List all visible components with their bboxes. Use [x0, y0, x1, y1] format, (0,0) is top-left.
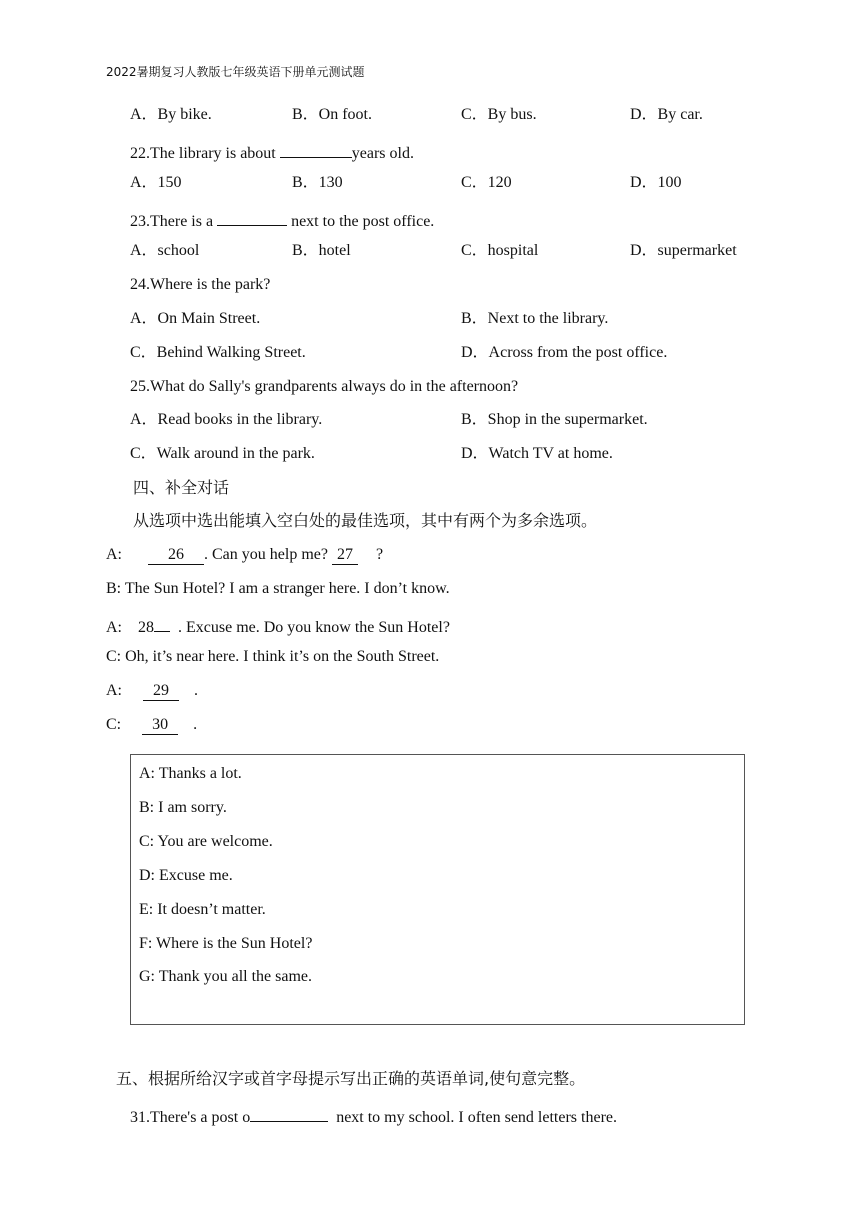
q31-stem-end: next to my school. I often send letters there.	[332, 1109, 617, 1126]
section-4-title: 四、补全对话	[133, 478, 230, 497]
q25-option-d: D．Watch TV at home.	[461, 445, 613, 462]
q23-option-a: A．school	[130, 242, 200, 259]
q22-stem-start: 22.The library is about	[130, 145, 280, 162]
blank-26: 26	[148, 546, 204, 565]
q24-stem: 24.Where is the park?	[130, 276, 271, 293]
q23-option-d: D．supermarket	[630, 242, 737, 259]
q22-option-b: B．130	[292, 174, 343, 191]
q22-stem	[130, 139, 414, 164]
dialogue-line-6	[106, 715, 197, 735]
option-item: C: You are welcome.	[139, 833, 273, 850]
dialogue-text: . Can you help me?	[204, 546, 328, 563]
section-4-instruction: 从选项中选出能填入空白处的最佳选项，其中有两个为多余选项。	[133, 511, 598, 530]
dialogue-line-5	[106, 681, 198, 701]
q31-blank	[250, 1103, 328, 1122]
period: .	[193, 716, 198, 733]
q22-option-a: A．150	[130, 174, 182, 191]
speaker-label: A:	[106, 546, 122, 563]
q25-option-a: A．Read books in the library.	[130, 411, 323, 428]
q23-stem-end: next to the post office.	[287, 213, 435, 230]
q23-option-b: B．hotel	[292, 242, 351, 259]
blank-29: 29	[143, 682, 179, 701]
dialogue-line-1	[106, 545, 383, 565]
q21-option-c: C．By bus.	[461, 106, 537, 123]
option-item: E: It doesn’t matter.	[139, 901, 266, 918]
blank-28-number: 28	[138, 619, 154, 636]
dialogue-text: . Excuse me. Do you know the Sun Hotel?	[178, 619, 450, 636]
dialogue-line-2: B: The Sun Hotel? I am a stranger here. I don’t know.	[106, 580, 450, 597]
speaker-label: A:	[106, 619, 122, 636]
q31-stem	[130, 1103, 617, 1128]
q23-stem-start: 23.There is a	[130, 213, 218, 230]
q21-option-d: D．By car.	[630, 106, 703, 123]
option-item: G: Thank you all the same.	[139, 968, 312, 985]
blank-27: 27	[332, 546, 358, 565]
q22-stem-end: years old.	[351, 145, 414, 162]
q24-option-d: D．Across from the post office.	[461, 344, 668, 361]
option-item: B: I am sorry.	[139, 799, 227, 816]
q25-option-c: C．Walk around in the park.	[130, 445, 315, 462]
q22-option-c: C．120	[461, 174, 512, 191]
page-header: 2022暑期复习人教版七年级英语下册单元测试题	[106, 65, 365, 79]
q23-stem	[130, 207, 434, 232]
period: .	[194, 682, 198, 699]
q21-option-a: A．By bike.	[130, 106, 212, 123]
option-item: A: Thanks a lot.	[139, 765, 242, 782]
section-5-title: 五、根据所给汉字或首字母提示写出正确的英语单词,使句意完整。	[116, 1069, 586, 1088]
question-mark: ?	[375, 546, 384, 563]
q24-option-c: C．Behind Walking Street.	[130, 344, 306, 361]
dialogue-line-3	[106, 613, 450, 638]
q23-option-c: C．hospital	[461, 242, 539, 259]
q22-blank	[280, 139, 352, 158]
option-item: F: Where is the Sun Hotel?	[139, 935, 313, 952]
q25-stem: 25.What do Sally's grandparents always do in the afternoon?	[130, 378, 519, 395]
q23-blank	[217, 207, 287, 226]
blank-28	[154, 613, 170, 632]
blank-30: 30	[142, 716, 178, 735]
speaker-label: A:	[106, 682, 122, 699]
q22-option-d: D．100	[630, 174, 682, 191]
q25-option-b: B．Shop in the supermarket.	[461, 411, 648, 428]
option-item: D: Excuse me.	[139, 867, 233, 884]
q24-option-a: A．On Main Street.	[130, 310, 261, 327]
options-box	[130, 754, 745, 1025]
dialogue-line-4: C: Oh, it’s near here. I think it’s on the South Street.	[106, 648, 440, 665]
q21-option-b: B．On foot.	[292, 106, 373, 123]
speaker-label: C:	[106, 716, 122, 733]
q31-stem-start: 31.There's a post o	[130, 1109, 251, 1126]
q24-option-b: B．Next to the library.	[461, 310, 609, 327]
